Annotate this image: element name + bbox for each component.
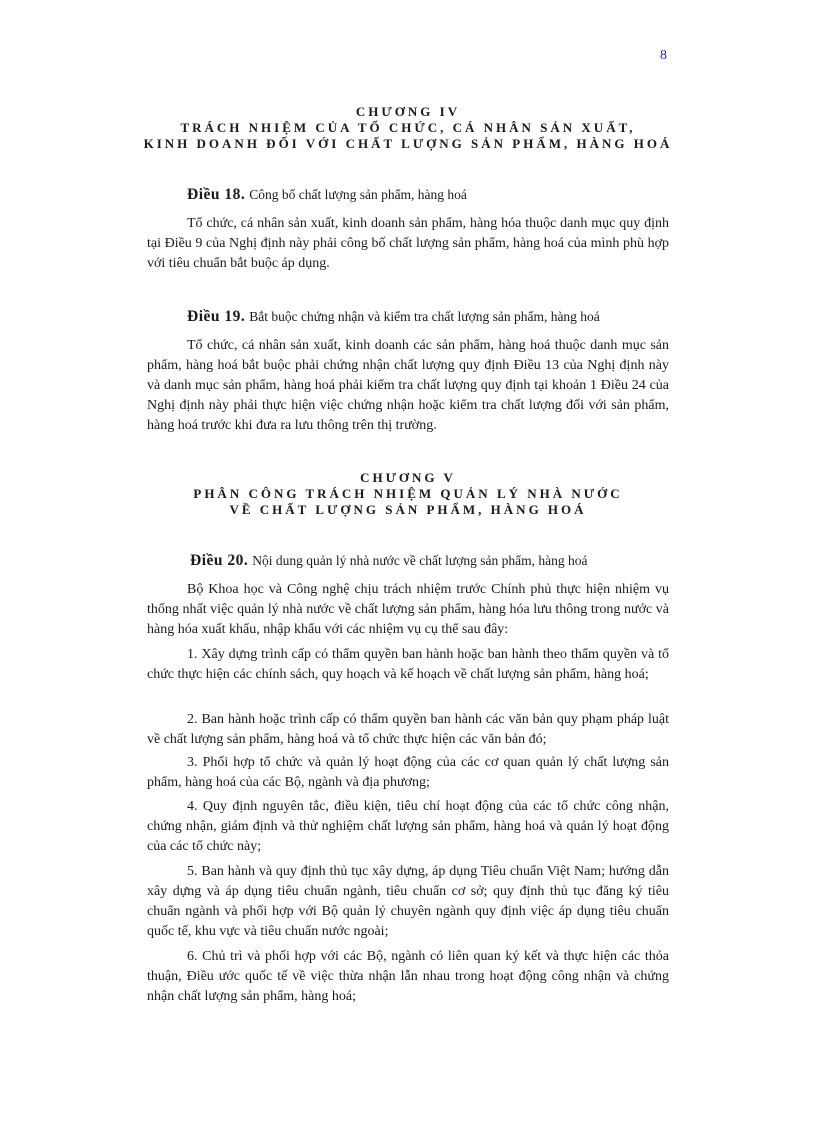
article-19-body: Tổ chức, cá nhân sản xuất, kinh doanh các sản phẩm, hàng hoá thuộc danh mục sản phẩm, hàng hoá bắt buộc phải chứng nhận chất lượng quy định Điều 13 của Nghị định này và danh mục sản phẩm, hàng hoá phải kiểm tra chất lượng quy định tại khoản 1 Điều 24 của Nghị định này phải thực hiện việc chứng nhận hoặc kiểm tra chất lượng đối với sản phẩm, hàng hoá trước khi đưa ra lưu thông trên thị trường. — [147, 338, 669, 433]
article-18-title: Công bố chất lượng sản phẩm, hàng hoá — [249, 187, 467, 202]
chapter-5-title-line2: VỀ CHẤT LƯỢNG SẢN PHẨM, HÀNG HOÁ — [229, 502, 587, 517]
article-20-intro: Bộ Khoa học và Công nghệ chịu trách nhiệm trước Chính phủ thực hiện nhiệm vụ thống nhất việc quản lý nhà nước về chất lượng sản phẩm, hàng hóa lưu thông trong nước và hàng hóa xuất khẩu, nhập khẩu với các nhiệm vụ cụ thể sau đây: — [147, 582, 669, 637]
article-20-item-3: 3. Phối hợp tổ chức và quản lý hoạt động của các cơ quan quản lý chất lượng sản phẩm, hàng hoá của các Bộ, ngành và địa phương; — [147, 755, 669, 790]
article-20-item-2: 2. Ban hành hoặc trình cấp có thẩm quyền ban hành các văn bản quy phạm pháp luật về chất lượng sản phẩm, hàng hoá và tổ chức thực hiện các văn bản đó; — [147, 712, 669, 747]
article-20-heading — [190, 552, 587, 570]
article-20-item-1: 1. Xây dựng trình cấp có thẩm quyền ban hành hoặc ban hành theo thẩm quyền và tổ chức thực hiện các chính sách, quy hoạch và kế hoạch về chất lượng sản phẩm, hàng hoá; — [147, 647, 669, 682]
article-20-title: Nội dung quản lý nhà nước về chất lượng sản phẩm, hàng hoá — [252, 553, 588, 568]
article-19-title: Bắt buộc chứng nhận và kiểm tra chất lượng sản phẩm, hàng hoá — [249, 309, 600, 324]
chapter-5-header — [0, 470, 816, 518]
chapter-4-title-line2: KINH DOANH ĐỐI VỚI CHẤT LƯỢNG SẢN PHẨM, HÀNG HOÁ — [143, 136, 673, 151]
article-18-heading — [187, 186, 467, 204]
article-19-number: Điều 19. — [187, 308, 246, 325]
article-18-number: Điều 18. — [187, 186, 246, 203]
article-20-number: Điều 20. — [190, 552, 249, 569]
page-number: 8 — [660, 48, 667, 63]
chapter-5-title-line1: PHÂN CÔNG TRÁCH NHIỆM QUẢN LÝ NHÀ NƯỚC — [193, 486, 623, 501]
article-19-heading — [187, 308, 600, 326]
chapter-4-header — [0, 104, 816, 152]
article-20-item-5: 5. Ban hành và quy định thủ tục xây dựng, áp dụng Tiêu chuẩn Việt Nam; hướng dẫn xây dựng và áp dụng tiêu chuẩn ngành, tiêu chuẩn cơ sở; quy định thủ tục đăng ký tiêu chuẩn ngành và phối hợp với Bộ quản lý chuyên ngành quy định việc áp dụng tiêu chuẩn quốc tế, khu vực và tiêu chuẩn nước ngoài; — [147, 864, 669, 939]
chapter-4-title-line1: TRÁCH NHIỆM CỦA TỔ CHỨC, CÁ NHÂN SẢN XUẤT, — [180, 120, 636, 135]
article-20-item-6: 6. Chủ trì và phối hợp với các Bộ, ngành có liên quan ký kết và thực hiện các thỏa thuận, Điều ước quốc tế về việc thừa nhận lẫn nhau trong hoạt động công nhận và chứng nhận chất lượng sản phẩm, hàng hoá; — [147, 949, 669, 1004]
article-18-body: Tổ chức, cá nhân sản xuất, kinh doanh sản phẩm, hàng hóa thuộc danh mục quy định tại Điều 9 của Nghị định này phải công bố chất lượng sản phẩm, hàng hoá của mình phù hợp với tiêu chuẩn bắt buộc áp dụng. — [147, 216, 669, 271]
chapter-5-heading: CHƯƠNG V — [360, 470, 456, 485]
article-20-item-4: 4. Quy định nguyên tắc, điều kiện, tiêu chí hoạt động của các tổ chức công nhận, chứng nhận, giám định và thử nghiệm chất lượng sản phẩm, hàng hoá và quản lý hoạt động của các tổ chức này; — [147, 799, 669, 854]
chapter-4-heading: CHƯƠNG IV — [355, 104, 461, 119]
